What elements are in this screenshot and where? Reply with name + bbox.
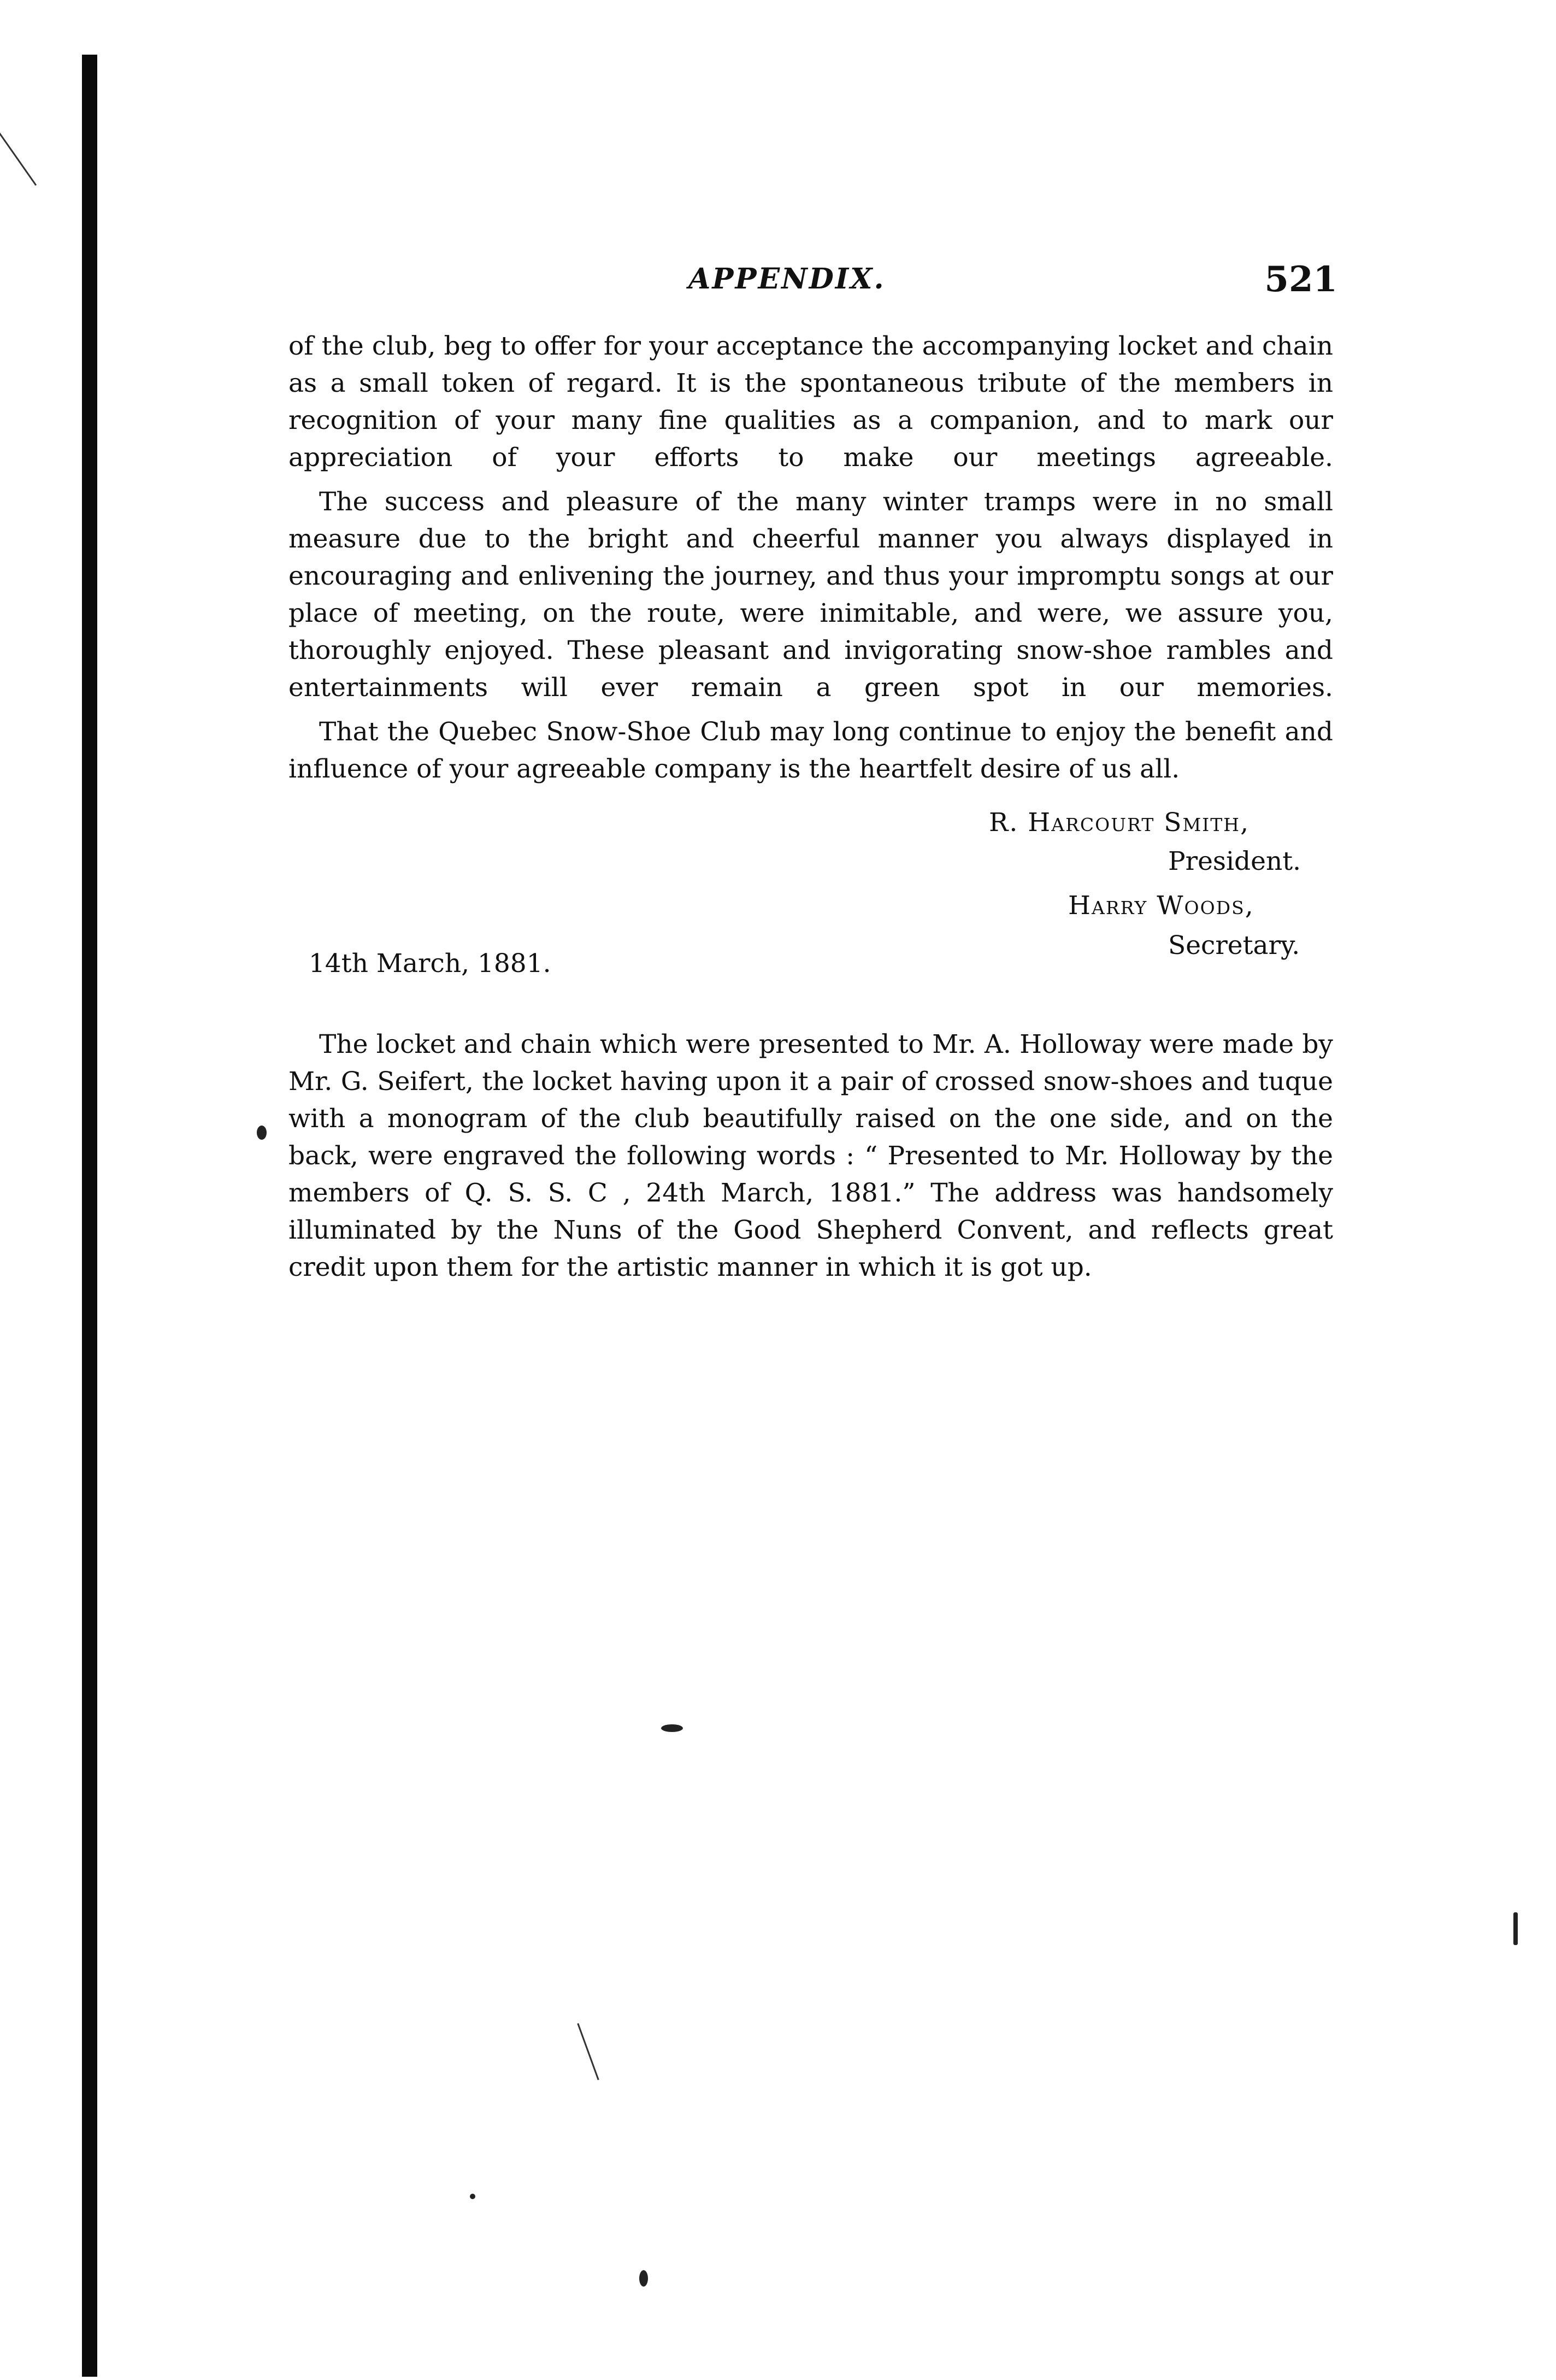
address-paragraph-1: of the club, beg to offer for your acceptance the accompanying locket and chain as a small token of regard. It is the spontaneous tribute of the members in recognition of your many fine qualities as a companion, and to mark our appreciation of your efforts to make our meetings agreeable.	[288, 331, 1333, 473]
scan-scratch	[0, 131, 37, 186]
scan-scratch	[577, 2023, 599, 2080]
page-header	[290, 259, 1337, 311]
page-number: 521	[1264, 259, 1337, 300]
scan-speck	[1513, 1912, 1518, 1945]
note-paragraph: The locket and chain which were presented to Mr. A. Holloway were made by Mr. G. Seifert, the locket having upon it a pair of crossed snow-shoes and tuque with a monogram of the club beautifully raised on the one side, and on the back, were engraved the following words : “ Presented to Mr. Holloway by the members of Q. S. S. C , 24th March, 1881.” The address was handsomely illuminated by the Nuns of the Good Shepherd Convent, and reflects great credit upon them for the artistic manner in which it is got up.	[288, 1029, 1333, 1282]
president-name: R. Harcourt Smith,	[989, 808, 1250, 838]
scan-speck	[470, 2194, 475, 2199]
running-head: APPENDIX.	[688, 262, 886, 296]
address-paragraph-2: The success and pleasure of the many winter tramps were in no small measure due to the bright and cheerful manner you always displayed in encouraging and enlivening the journey, and thus your impromptu songs at our place of meeting, on the route, were inimitable, and were, we assure you, thoroughly enjoyed. These pleasant and invigorating snow-shoe rambles and entertainments will ever remain a green spot in our memories.	[288, 487, 1333, 703]
scan-speck	[661, 1724, 683, 1732]
binding-spine-shadow	[82, 55, 97, 2377]
scan-speck	[639, 2270, 648, 2287]
address-paragraph-3: That the Quebec Snow-Shoe Club may long continue to enjoy the benefit and influence of your agreeable company is the heartfelt desire of us all.	[288, 717, 1333, 784]
secretary-name: Harry Woods,	[1068, 891, 1254, 921]
secretary-title: Secretary.	[1168, 930, 1300, 961]
address-date: 14th March, 1881.	[309, 949, 551, 979]
president-title: President.	[1168, 846, 1301, 876]
scan-speck	[257, 1126, 267, 1140]
